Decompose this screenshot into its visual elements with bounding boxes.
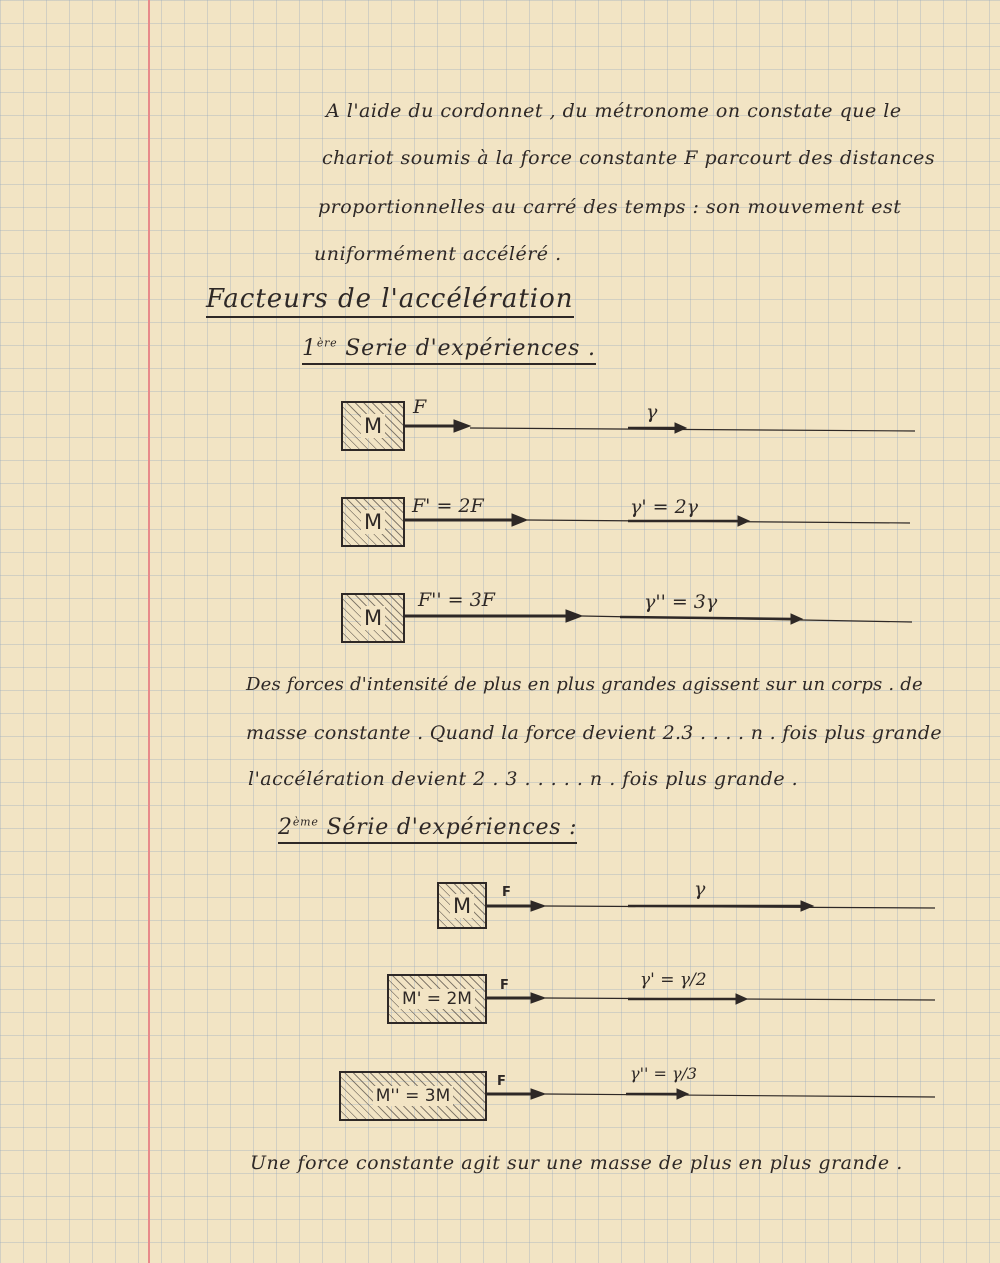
series1-accel-label-3: γ'' = 3γ [644, 591, 718, 613]
series2-row1-force-head [531, 901, 545, 911]
series2-title-text: Série d'expériences : [318, 815, 578, 840]
series1-mass-label-2: M [361, 510, 385, 534]
series2-row1-accel-head [801, 901, 813, 911]
intro-line-4: uniformément accéléré . [314, 243, 562, 265]
series2-mass-box-1 [437, 882, 487, 929]
series1-mass-label-1: M [361, 414, 385, 438]
series2-accel-label-2: γ' = γ/2 [640, 970, 707, 990]
series2-title-ordinal: ème [292, 815, 319, 829]
series2-mass-label-2: M' = 2M [399, 989, 475, 1009]
series1-title-number: 1 [302, 336, 317, 361]
series1-title-ordinal: ère [316, 336, 338, 350]
series2-row3-force-head [531, 1089, 545, 1099]
intro-line-3: proportionnelles au carré des temps : son mouvement est [318, 196, 902, 218]
series1-conclusion-line-2: masse constante . Quand la force devient 2.3 . . . . n . fois plus grande [246, 722, 942, 744]
series1-force-label-3: F'' = 3F [418, 589, 495, 611]
series1-force-label-2: F' = 2F [412, 495, 484, 517]
series2-conclusion-line: Une force constante agit sur une masse de plus en plus grande . [250, 1152, 903, 1174]
series1-mass-label-3: M [361, 606, 385, 630]
series1-force-label-1: F [413, 396, 427, 418]
series2-force-label-1: F [502, 885, 511, 900]
intro-line-1: A l'aide du cordonnet , du métronome on constate que le [326, 100, 902, 122]
series1-accel-label-2: γ' = 2γ [630, 496, 699, 518]
series2-mass-label-3: M'' = 3M [373, 1086, 454, 1106]
series2-mass-label-1: M [450, 894, 474, 918]
series1-conclusion-line-1: Des forces d'intensité de plus en plus grandes agissent sur un corps . de [246, 674, 923, 695]
intro-line-2: chariot soumis à la force constante F parcourt des distances [322, 147, 936, 169]
series2-row2-accel-head [736, 994, 747, 1004]
series2-accel-label-1: γ [694, 878, 706, 900]
section-title: Facteurs de l'accélération [206, 284, 574, 318]
series2-force-label-2: F [500, 978, 509, 993]
series2-mass-box-3 [339, 1071, 487, 1121]
series2-row3-accel-head [677, 1089, 688, 1099]
series2-mass-box-2 [387, 974, 487, 1024]
series1-accel-label-1: γ [646, 401, 658, 423]
series2-accel-label-3: γ'' = γ/3 [630, 1064, 698, 1083]
series2-force-label-3: F [497, 1074, 506, 1089]
series1-title-text: Serie d'expériences . [337, 336, 596, 361]
series2-row2-force-head [531, 993, 545, 1003]
series2-row3-axis [545, 1094, 935, 1097]
series1-conclusion-line-3: l'accélération devient 2 . 3 . . . . . n . fois plus grande . [248, 768, 799, 790]
series2-title-number: 2 [278, 815, 293, 840]
